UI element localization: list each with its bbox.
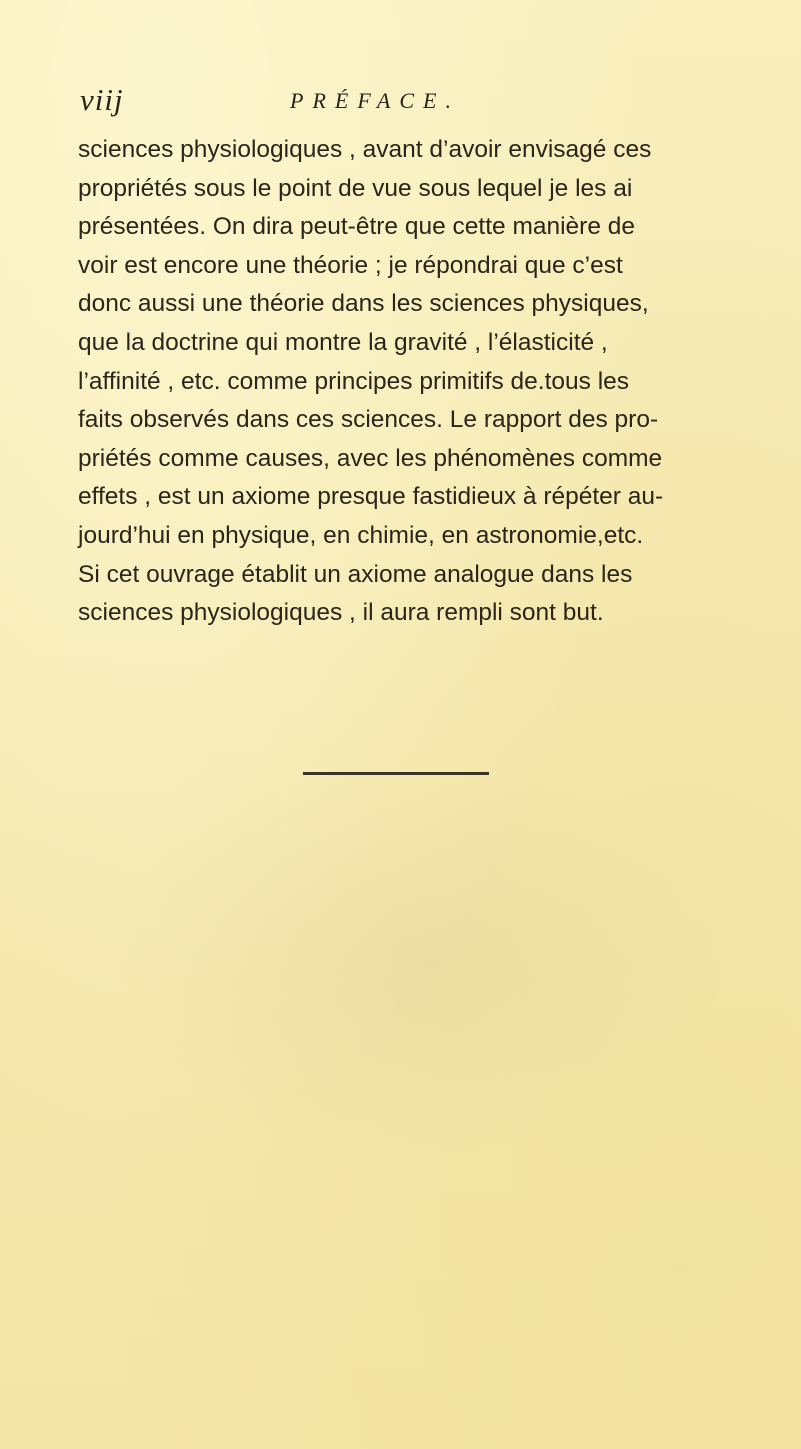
running-head: PRÉFACE.: [290, 88, 460, 113]
text-line: jourd’hui en physique, en chimie, en astronomie,etc.: [78, 521, 644, 549]
section-end-rule: [303, 772, 489, 775]
page-number: viij: [80, 82, 124, 117]
text-line: priétés comme causes, avec les phénomènes comme: [78, 444, 663, 472]
text-line: propriétés sous le point de vue sous lequel je les ai: [78, 174, 633, 202]
text-line: Si cet ouvrage établit un axiome analogue dans les: [78, 560, 633, 588]
text-line: sciences physiologiques , il aura rempli sont but.: [78, 599, 604, 627]
page-header: [80, 82, 730, 122]
show-through-stain: [110, 760, 730, 1160]
body-text: [78, 131, 738, 633]
text-line: voir est encore une théorie ; je répondrai que c’est: [78, 251, 623, 279]
text-line: effets , est un axiome presque fastidieux à répéter au-: [78, 483, 664, 511]
text-line: présentées. On dira peut-être que cette manière de: [78, 213, 636, 241]
text-line: l’affinité , etc. comme principes primitifs de.tous les: [78, 367, 630, 395]
text-line: que la doctrine qui montre la gravité , l’élasticité ,: [78, 328, 608, 356]
text-line: faits observés dans ces sciences. Le rapport des pro-: [78, 406, 659, 434]
text-line: sciences physiologiques , avant d’avoir envisagé ces: [78, 136, 652, 163]
text-line: donc aussi une théorie dans les sciences physiques,: [78, 290, 649, 318]
